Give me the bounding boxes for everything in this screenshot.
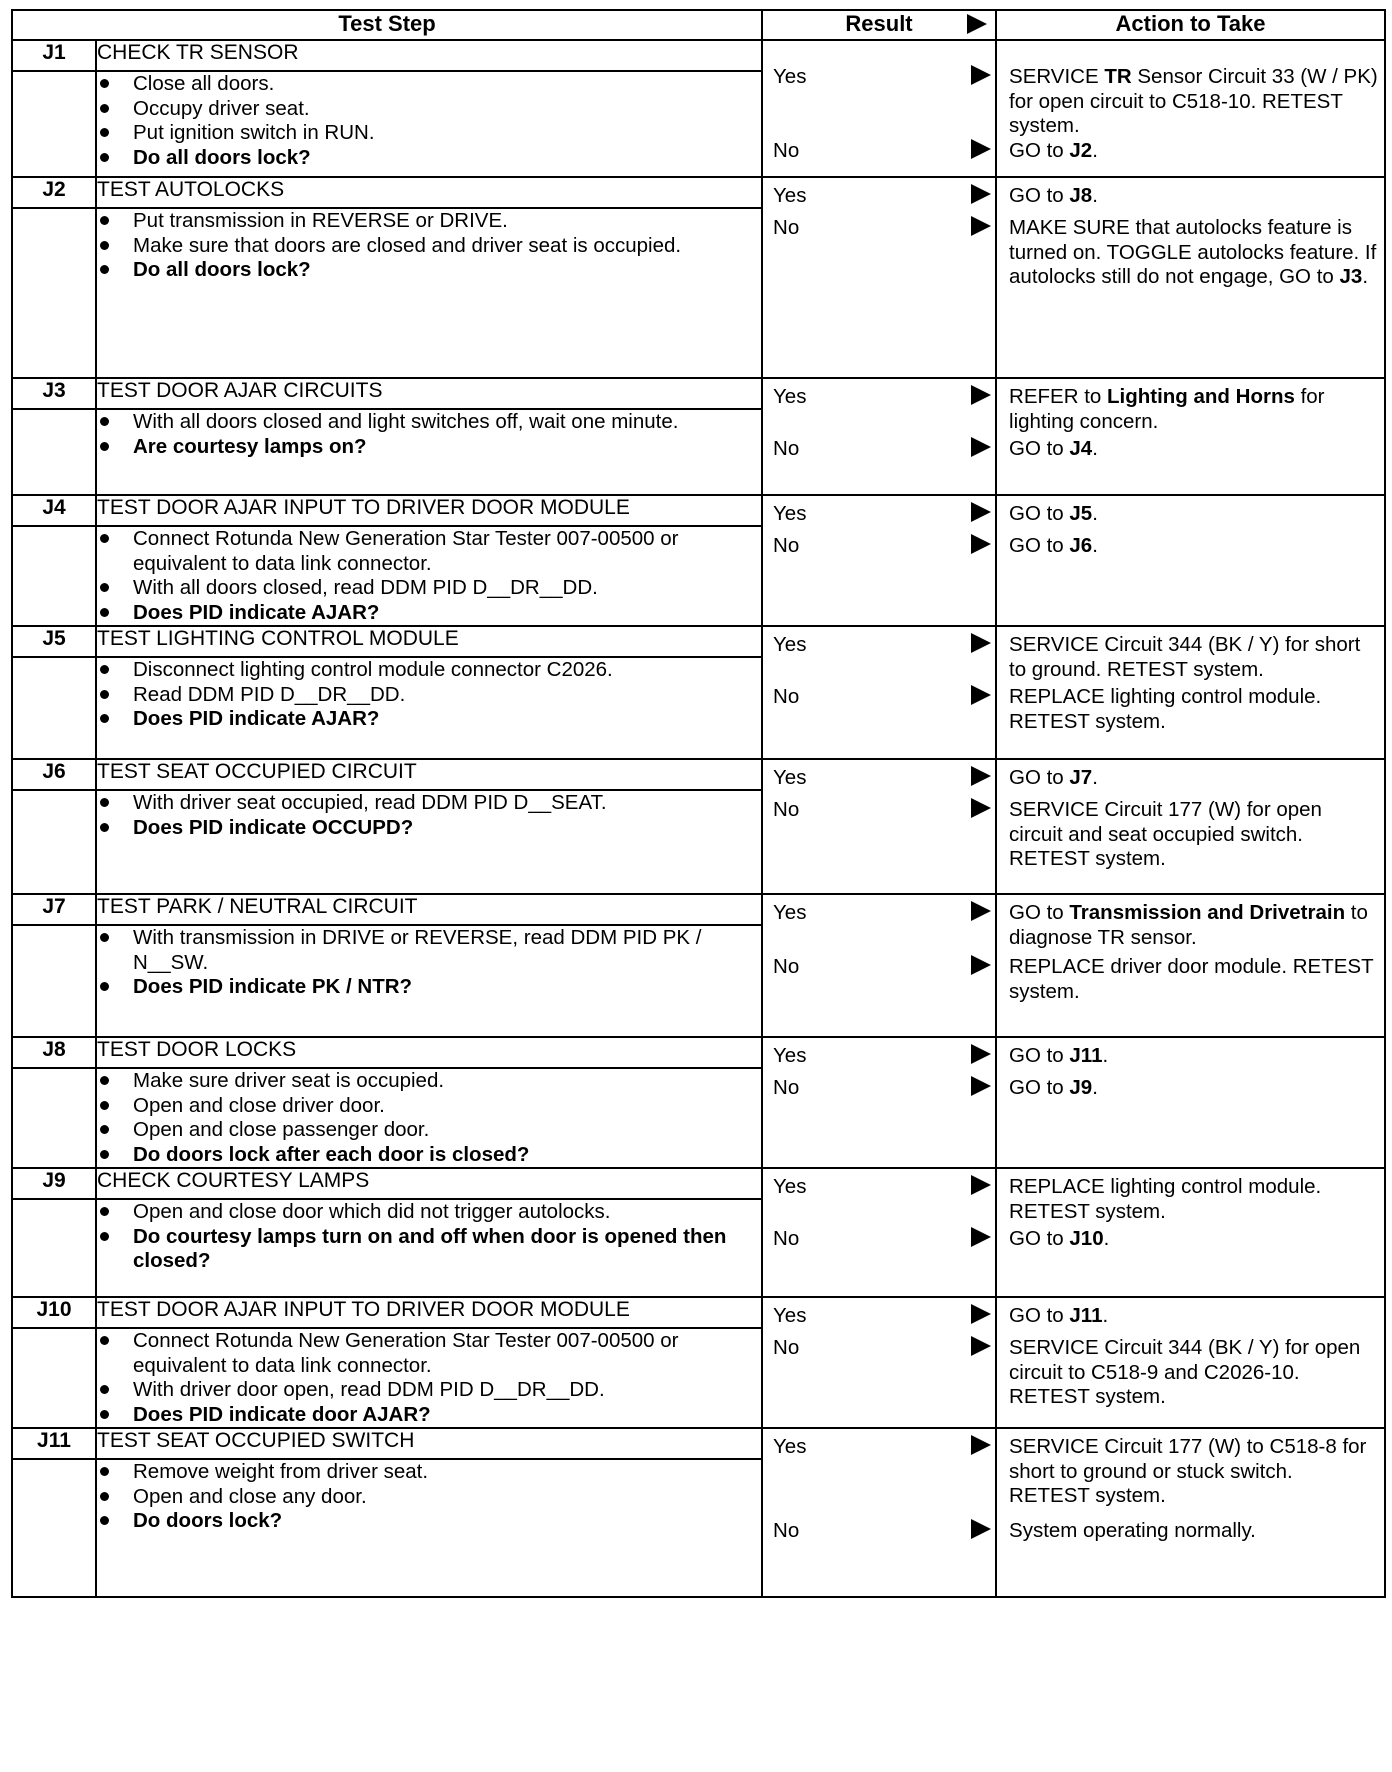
instruction-item: With transmission in DRIVE or REVERSE, read DDM PID PK / N__SW. <box>97 926 761 975</box>
arrow-right-icon <box>971 1304 991 1324</box>
arrow-right-icon <box>971 385 991 405</box>
step-instructions <box>96 208 762 378</box>
step-instructions <box>96 925 762 1037</box>
instruction-item: Put ignition switch in RUN. <box>97 121 761 146</box>
action-segment: . <box>1092 437 1098 460</box>
step-id: J4 <box>12 495 96 526</box>
step-id: J9 <box>12 1168 96 1199</box>
step-title-row <box>12 626 1385 657</box>
instruction-item: With all doors closed, read DDM PID D__DR__DD. <box>97 576 761 601</box>
result-label: Yes <box>773 502 807 525</box>
result-cell <box>762 177 996 378</box>
arrow-right-icon <box>971 1336 991 1356</box>
result-label: Yes <box>773 633 807 656</box>
action-segment: GO to <box>1009 502 1070 525</box>
result-cell <box>762 1297 996 1428</box>
instruction-item: With driver door open, read DDM PID D__DR__DD. <box>97 1378 761 1403</box>
action-text <box>1009 766 1378 791</box>
result-label: No <box>773 1519 800 1542</box>
instruction-question: Do all doors lock? <box>97 146 761 171</box>
action-text <box>1009 685 1378 734</box>
result-label: No <box>773 685 800 708</box>
action-segment: SERVICE Circuit 177 (W) for open circuit and seat occupied switch. RETEST system. <box>1009 798 1322 870</box>
action-cell <box>996 1037 1385 1168</box>
action-segment: SERVICE Circuit 344 (BK / Y) for open circuit to C518-9 and C2026-10. RETEST system. <box>1009 1336 1361 1408</box>
step-instructions <box>96 1459 762 1597</box>
instruction-list <box>97 658 761 732</box>
step-title-row <box>12 40 1385 71</box>
arrow-right-icon <box>971 65 991 85</box>
result-label: No <box>773 216 800 239</box>
instruction-item: Close all doors. <box>97 72 761 97</box>
action-segment: . <box>1092 1076 1098 1099</box>
result-cell <box>762 495 996 626</box>
instruction-item: With all doors closed and light switches off, wait one minute. <box>97 410 761 435</box>
step-id-spacer <box>12 208 96 378</box>
instruction-list <box>97 1200 761 1274</box>
result-label: Yes <box>773 65 807 88</box>
instruction-list <box>97 791 761 840</box>
step-id: J1 <box>12 40 96 71</box>
action-text <box>1009 65 1378 139</box>
result-cell <box>762 1428 996 1597</box>
instruction-list <box>97 926 761 1000</box>
action-segment: GO to <box>1009 534 1070 557</box>
action-segment: . <box>1092 139 1098 162</box>
instruction-list <box>97 72 761 170</box>
step-title-row <box>12 1037 1385 1068</box>
action-segment: for lighting concern. <box>1009 385 1325 433</box>
instruction-question: Do courtesy lamps turn on and off when door is opened then closed? <box>97 1225 761 1274</box>
action-reference: J5 <box>1069 502 1093 525</box>
step-id: J10 <box>12 1297 96 1328</box>
action-segment: REPLACE lighting control module. RETEST system. <box>1009 685 1322 733</box>
action-cell <box>996 626 1385 759</box>
action-segment: REPLACE driver door module. RETEST system. <box>1009 955 1374 1003</box>
action-cell <box>996 40 1385 177</box>
step-id-spacer <box>12 71 96 177</box>
action-reference: J4 <box>1069 437 1093 460</box>
header-action: Action to Take <box>996 10 1385 40</box>
instruction-question: Does PID indicate AJAR? <box>97 707 761 732</box>
step-id-spacer <box>12 1199 96 1297</box>
action-segment: . <box>1092 502 1098 525</box>
step-title: TEST DOOR AJAR INPUT TO DRIVER DOOR MODULE <box>96 1297 762 1328</box>
action-reference: Transmission and Drivetrain <box>1069 901 1346 924</box>
instruction-item: Connect Rotunda New Generation Star Tester 007-00500 or equivalent to data link connector. <box>97 1329 761 1378</box>
instruction-item: Put transmission in REVERSE or DRIVE. <box>97 209 761 234</box>
instruction-question: Does PID indicate door AJAR? <box>97 1403 761 1428</box>
action-reference: TR <box>1104 65 1132 88</box>
step-id: J3 <box>12 378 96 409</box>
instruction-list <box>97 209 761 283</box>
action-text <box>1009 1076 1378 1101</box>
step-title-row <box>12 759 1385 790</box>
instruction-question: Do doors lock after each door is closed? <box>97 1143 761 1168</box>
result-label: Yes <box>773 385 807 408</box>
step-instructions <box>96 1068 762 1168</box>
arrow-right-icon <box>971 901 991 921</box>
step-id-spacer <box>12 657 96 759</box>
action-text <box>1009 1304 1378 1329</box>
result-label: Yes <box>773 1435 807 1458</box>
arrow-right-icon <box>971 798 991 818</box>
header-test-step: Test Step <box>12 10 762 40</box>
action-text <box>1009 216 1378 290</box>
header-result-label: Result <box>845 11 913 36</box>
result-cell <box>762 759 996 894</box>
arrow-right-icon <box>971 1044 991 1064</box>
action-segment: to diagnose TR sensor. <box>1009 901 1368 949</box>
arrow-right-icon <box>971 1076 991 1096</box>
instruction-item: Open and close any door. <box>97 1485 761 1510</box>
instruction-item: Connect Rotunda New Generation Star Tester 007-00500 or equivalent to data link connector. <box>97 527 761 576</box>
arrow-right-icon <box>971 534 991 554</box>
step-instructions <box>96 790 762 894</box>
instruction-item: Disconnect lighting control module connector C2026. <box>97 658 761 683</box>
action-segment: System operating normally. <box>1009 1519 1256 1542</box>
action-segment: . <box>1102 1044 1109 1067</box>
result-label: No <box>773 1076 800 1099</box>
instruction-question: Do doors lock? <box>97 1509 761 1534</box>
result-label: No <box>773 798 800 821</box>
instruction-list <box>97 527 761 625</box>
arrow-right-icon <box>971 685 991 705</box>
instruction-question: Does PID indicate OCCUPD? <box>97 816 761 841</box>
action-segment: . <box>1092 184 1098 207</box>
instruction-question: Are courtesy lamps on? <box>97 435 761 460</box>
arrow-right-icon <box>971 139 991 159</box>
action-reference: J2 <box>1069 139 1093 162</box>
step-id-spacer <box>12 526 96 626</box>
result-label: No <box>773 534 800 557</box>
header-result <box>762 10 996 40</box>
result-cell <box>762 378 996 495</box>
action-text <box>1009 1519 1378 1544</box>
action-reference: J10 <box>1069 1227 1104 1250</box>
diagnostic-table-sheet <box>11 9 1384 1598</box>
pinpoint-test-table <box>11 9 1386 1598</box>
step-title: TEST SEAT OCCUPIED SWITCH <box>96 1428 762 1459</box>
instruction-item: Occupy driver seat. <box>97 97 761 122</box>
action-segment: . <box>1092 534 1098 557</box>
action-segment: GO to <box>1009 1076 1070 1099</box>
step-id-spacer <box>12 925 96 1037</box>
action-reference: J11 <box>1069 1304 1103 1327</box>
action-segment: . <box>1362 265 1369 288</box>
action-text <box>1009 437 1378 462</box>
result-label: Yes <box>773 901 807 924</box>
table-header-row <box>12 10 1385 40</box>
step-title: CHECK TR SENSOR <box>96 40 762 71</box>
instruction-question: Does PID indicate AJAR? <box>97 601 761 626</box>
result-label: Yes <box>773 1304 807 1327</box>
step-id-spacer <box>12 1068 96 1168</box>
instruction-question: Do all doors lock? <box>97 258 761 283</box>
action-segment: GO to <box>1009 139 1070 162</box>
action-reference: J8 <box>1069 184 1093 207</box>
action-cell <box>996 894 1385 1037</box>
action-segment: SERVICE <box>1009 65 1105 88</box>
arrow-right-icon <box>971 1435 991 1455</box>
action-segment: GO to <box>1009 1227 1070 1250</box>
instruction-item: Make sure driver seat is occupied. <box>97 1069 761 1094</box>
step-title-row <box>12 894 1385 925</box>
instruction-list <box>97 1329 761 1427</box>
action-reference: J6 <box>1069 534 1093 557</box>
action-segment: MAKE SURE that autolocks feature is turned on. TOGGLE autolocks feature. If autolocks still do not engage, GO to <box>1009 216 1377 288</box>
step-instructions <box>96 657 762 759</box>
step-id: J6 <box>12 759 96 790</box>
action-cell <box>996 1297 1385 1428</box>
action-cell <box>996 759 1385 894</box>
arrow-right-icon <box>971 633 991 653</box>
result-label: No <box>773 955 800 978</box>
action-text <box>1009 798 1378 872</box>
result-label: No <box>773 1336 800 1359</box>
step-title: TEST DOOR LOCKS <box>96 1037 762 1068</box>
arrow-right-icon <box>967 14 987 34</box>
action-text <box>1009 534 1378 559</box>
arrow-right-icon <box>971 955 991 975</box>
action-text <box>1009 385 1378 434</box>
action-text <box>1009 502 1378 527</box>
action-text <box>1009 901 1378 950</box>
action-segment: GO to <box>1009 901 1070 924</box>
action-segment: GO to <box>1009 1044 1070 1067</box>
step-title-row <box>12 1297 1385 1328</box>
action-reference: J3 <box>1339 265 1363 288</box>
step-title: TEST DOOR AJAR CIRCUITS <box>96 378 762 409</box>
action-cell <box>996 1168 1385 1297</box>
action-text <box>1009 1175 1378 1224</box>
action-reference: J9 <box>1069 1076 1093 1099</box>
step-instructions <box>96 1328 762 1428</box>
table-body <box>12 40 1385 1597</box>
arrow-right-icon <box>971 766 991 786</box>
result-label: Yes <box>773 766 807 789</box>
step-id-spacer <box>12 1459 96 1597</box>
action-cell <box>996 378 1385 495</box>
instruction-list <box>97 1460 761 1534</box>
arrow-right-icon <box>971 216 991 236</box>
action-reference: J7 <box>1069 766 1093 789</box>
step-id-spacer <box>12 409 96 495</box>
action-segment: . <box>1103 1227 1110 1250</box>
result-label: Yes <box>773 1175 807 1198</box>
action-reference: J11 <box>1069 1044 1103 1067</box>
step-title: TEST DOOR AJAR INPUT TO DRIVER DOOR MODULE <box>96 495 762 526</box>
step-title-row <box>12 495 1385 526</box>
action-segment: GO to <box>1009 184 1070 207</box>
action-text <box>1009 1336 1378 1410</box>
action-text <box>1009 955 1378 1004</box>
action-segment: SERVICE Circuit 344 (BK / Y) for short to ground. RETEST system. <box>1009 633 1361 681</box>
action-cell <box>996 1428 1385 1597</box>
result-label: No <box>773 139 800 162</box>
step-title-row <box>12 1168 1385 1199</box>
result-cell <box>762 40 996 177</box>
action-cell <box>996 177 1385 378</box>
step-instructions <box>96 409 762 495</box>
action-segment: REFER to <box>1009 385 1107 408</box>
result-cell <box>762 626 996 759</box>
step-title-row <box>12 378 1385 409</box>
action-segment: REPLACE lighting control module. RETEST system. <box>1009 1175 1322 1223</box>
step-id: J7 <box>12 894 96 925</box>
action-segment: GO to <box>1009 766 1070 789</box>
step-id: J5 <box>12 626 96 657</box>
step-instructions <box>96 526 762 626</box>
instruction-list <box>97 410 761 459</box>
action-segment: Sensor Circuit 33 (W / PK) for open circuit to C518-10. RETEST system. <box>1009 65 1378 137</box>
instruction-item: Open and close driver door. <box>97 1094 761 1119</box>
step-title-row <box>12 177 1385 208</box>
result-label: Yes <box>773 1044 807 1067</box>
step-instructions <box>96 1199 762 1297</box>
instruction-list <box>97 1069 761 1167</box>
arrow-right-icon <box>971 1175 991 1195</box>
instruction-item: Make sure that doors are closed and driver seat is occupied. <box>97 234 761 259</box>
result-label: Yes <box>773 184 807 207</box>
action-text <box>1009 184 1378 209</box>
result-cell <box>762 1168 996 1297</box>
step-id: J2 <box>12 177 96 208</box>
instruction-item: Open and close door which did not trigger autolocks. <box>97 1200 761 1225</box>
instruction-item: Remove weight from driver seat. <box>97 1460 761 1485</box>
action-segment: SERVICE Circuit 177 (W) to C518-8 for short to ground or stuck switch. RETEST system. <box>1009 1435 1367 1507</box>
step-id-spacer <box>12 790 96 894</box>
action-text <box>1009 633 1378 682</box>
step-title: TEST PARK / NEUTRAL CIRCUIT <box>96 894 762 925</box>
action-segment: GO to <box>1009 1304 1070 1327</box>
instruction-item: Read DDM PID D__DR__DD. <box>97 683 761 708</box>
step-title: TEST SEAT OCCUPIED CIRCUIT <box>96 759 762 790</box>
result-cell <box>762 894 996 1037</box>
instruction-question: Does PID indicate PK / NTR? <box>97 975 761 1000</box>
step-title: TEST AUTOLOCKS <box>96 177 762 208</box>
step-title-row <box>12 1428 1385 1459</box>
result-label: No <box>773 1227 800 1250</box>
action-reference: Lighting and Horns <box>1106 385 1295 408</box>
arrow-right-icon <box>971 502 991 522</box>
step-id: J11 <box>12 1428 96 1459</box>
step-id-spacer <box>12 1328 96 1428</box>
step-id: J8 <box>12 1037 96 1068</box>
action-cell <box>996 495 1385 626</box>
result-cell <box>762 1037 996 1168</box>
instruction-item: Open and close passenger door. <box>97 1118 761 1143</box>
action-text <box>1009 139 1378 164</box>
action-segment: . <box>1102 1304 1109 1327</box>
action-text <box>1009 1435 1378 1509</box>
step-title: CHECK COURTESY LAMPS <box>96 1168 762 1199</box>
step-instructions <box>96 71 762 177</box>
action-text <box>1009 1044 1378 1069</box>
result-label: No <box>773 437 800 460</box>
arrow-right-icon <box>971 1227 991 1247</box>
arrow-right-icon <box>971 437 991 457</box>
action-text <box>1009 1227 1378 1252</box>
arrow-right-icon <box>971 184 991 204</box>
arrow-right-icon <box>971 1519 991 1539</box>
instruction-item: With driver seat occupied, read DDM PID D__SEAT. <box>97 791 761 816</box>
action-segment: . <box>1092 766 1098 789</box>
action-segment: GO to <box>1009 437 1070 460</box>
step-title: TEST LIGHTING CONTROL MODULE <box>96 626 762 657</box>
